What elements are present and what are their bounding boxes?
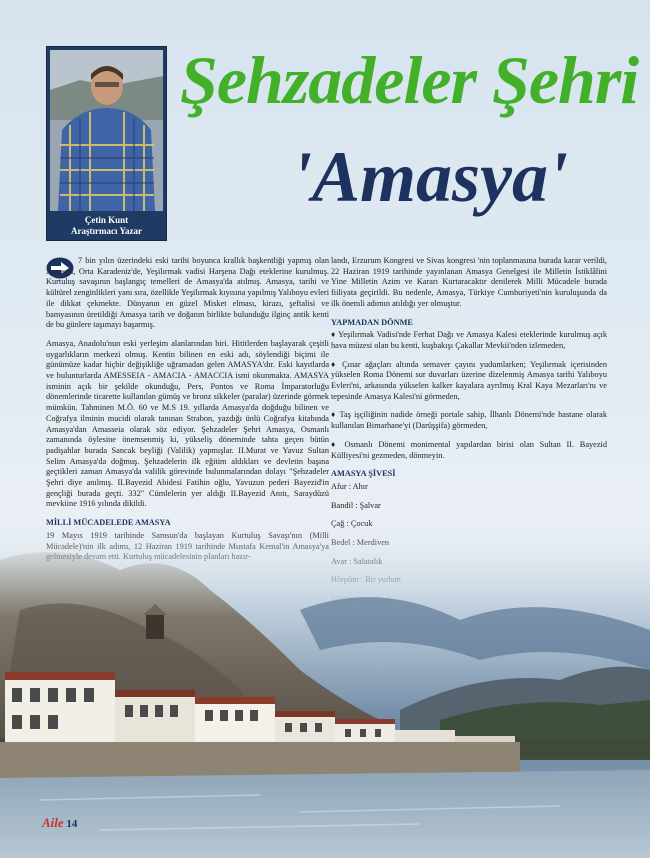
bullet-list bbox=[331, 330, 607, 461]
section-heading-sive: AMASYA ŞİVESİ bbox=[331, 469, 396, 479]
amasya-landscape-image bbox=[0, 520, 650, 858]
author-box bbox=[46, 46, 167, 241]
list-item: ♦ Osmanlı Dönemi monimental yapılardan birisi olan Sultan II. Bayezid Külliyesi'ni gezmeden, dönmeyin. bbox=[331, 439, 607, 460]
author-role: Araştırmacı Yazar bbox=[71, 226, 142, 236]
intro-paragraph: 7 bin yılın üzerindeki eski tarihi boyunca krallık başkentliği yapmış olan Amasya, Orta Karadeniz'de, Yeşilırmak vadisi Harşena Dağı eteklerine kurulmuş. Kurtuluş savaşının başlangıç temelleri de Amasya'da atılmış. Amasya, tarihi ve kültürel zenginlikleri yanı sıra, özellikle Yeşilırmak kıyısına yapılmış Yalıboyu evleri ile dikkat çekmekte. Dünyanın en güzel Misket elması, kirazı, şeftalisi ve bamyasının üretildiği Amasya tarih ve doğanın birlikte bulunduğu ilginç antik kenti de bu günlere taşımayı başarmış. bbox=[46, 256, 329, 330]
author-caption bbox=[47, 215, 166, 237]
author-name: Çetin Kunt bbox=[84, 215, 129, 225]
page-footer bbox=[42, 815, 77, 831]
headline-title: Şehzadeler Şehri bbox=[180, 42, 639, 118]
magazine-brand: Aile bbox=[42, 815, 64, 830]
list-item: ♦ Çınar ağaçları altında semaver çayını yudumlarken; Yeşilırmak içerisinden yükselen Roma Dönemi sur duvarları üzerine dizelenmiş Amasya tarihi Yalıboyu Evleri'ni, arkasında yükselen kalker kayalara ayrılmış Kral Kaya Mezarları'nı ve tepesinde Amasya Kalesi'ni görmeden, bbox=[331, 359, 607, 401]
list-item: ♦ Taş işçiliğinin nadide örneği portale sahip, İlhanlı Dönemi'nde hastane olarak kullanılan Bimarhane'yi (Darüşşifa) görmeden, bbox=[331, 410, 607, 431]
author-photo bbox=[50, 50, 163, 211]
continued-paragraph: landı, Erzurum Kongresi ve Sivas kongresi 'nin toplanmasına burada karar verildi, 22 Haziran 1919 tarihinde yayınlanan Amasya Genelgesi ile Milletin İstiklâlini Yine Milletin Azim ve Kararı Kurtaracaktır denilerek Milli Mücadele burada fiiliyata geçirildi. Bu nedenle, Amasya, Türkiye Cumhuriyeti'nin kuruluşunda da ilk önemli adımın atıldığı yer olmuştur. bbox=[331, 256, 607, 308]
headline-subtitle: 'Amasya' bbox=[291, 137, 568, 217]
history-paragraph: Amasya, Anadolu'nun eski yerleşim alanlarından biri. Hititlerden başlayarak çeşitli uygarlıkların merkezi olmuş. Kentin bilinen en eski adı, söylendiği biçimi ile günümüze kadar hiçbir değişikliğe uğramadan gelen AMASYA'dır. Eski kayıtlarda ve bulunturlarda AMESSEIA - AMACIA - AMACCIA ismi okunmakta. AMASYA isminin açık bir şekilde okunduğu, Pers, Pontos ve Roma İmparatorluğu dönemlerinde ticarette kullanılan gümüş ve bronz sikkeler (paralar) üzerinde görmek mümkün. Tahminen M.Ö. 60 ve M.S 19. yıllarda Amasya'da doğduğu bilinen ve Coğrafya ilminin mucidi olarak tanınan Strabon, yazdığı ünlü Coğrafya kitabında Amasya'dan Amasseia olarak söz ediyor. Şehzadeler Şehri Amasya, Osmanlı zamanında öylesine önemsenmiş ki, yükseliş döneminde tahta geçen bütün padişahlar burada Sancak beyliği (Valilik) yapmışlar. II.Murat ve Yavuz Sultan Selim Amasya'da doğmuş. Şehzadelerin ilk eğitim aldıkları ve devletin başına geçtikleri zaman Amasya'da valilik görevinde bulunmalarından dolayı "Şehzadeler Şehri diye anılmış. II.Bayezid Abidesi Fatihin oğlu, Yavuzun pederi Bayezid'in gençliği burada geçti. 332" Cümlelerin yer aldığı II.Bayezid Anıtı, Saraydüzü mevkiine 1916 yılında dikildi. bbox=[46, 338, 329, 509]
dialect-item: Afur : Ahır bbox=[331, 481, 368, 491]
section-heading-yapmadan: YAPMADAN DÖNME bbox=[331, 317, 413, 327]
dialect-item: Bandil : Şalvar bbox=[331, 500, 381, 510]
list-item: ♦ Yeşilırmak Vadisi'nde Ferhat Dağı ve Amasya Kalesi eteklerinde kurulmuş açık hava müzesi olan bu kenti, kuşbakışı Çakallar Mevkii'nden izlemeden, bbox=[331, 330, 607, 350]
page-number: 14 bbox=[66, 818, 78, 830]
